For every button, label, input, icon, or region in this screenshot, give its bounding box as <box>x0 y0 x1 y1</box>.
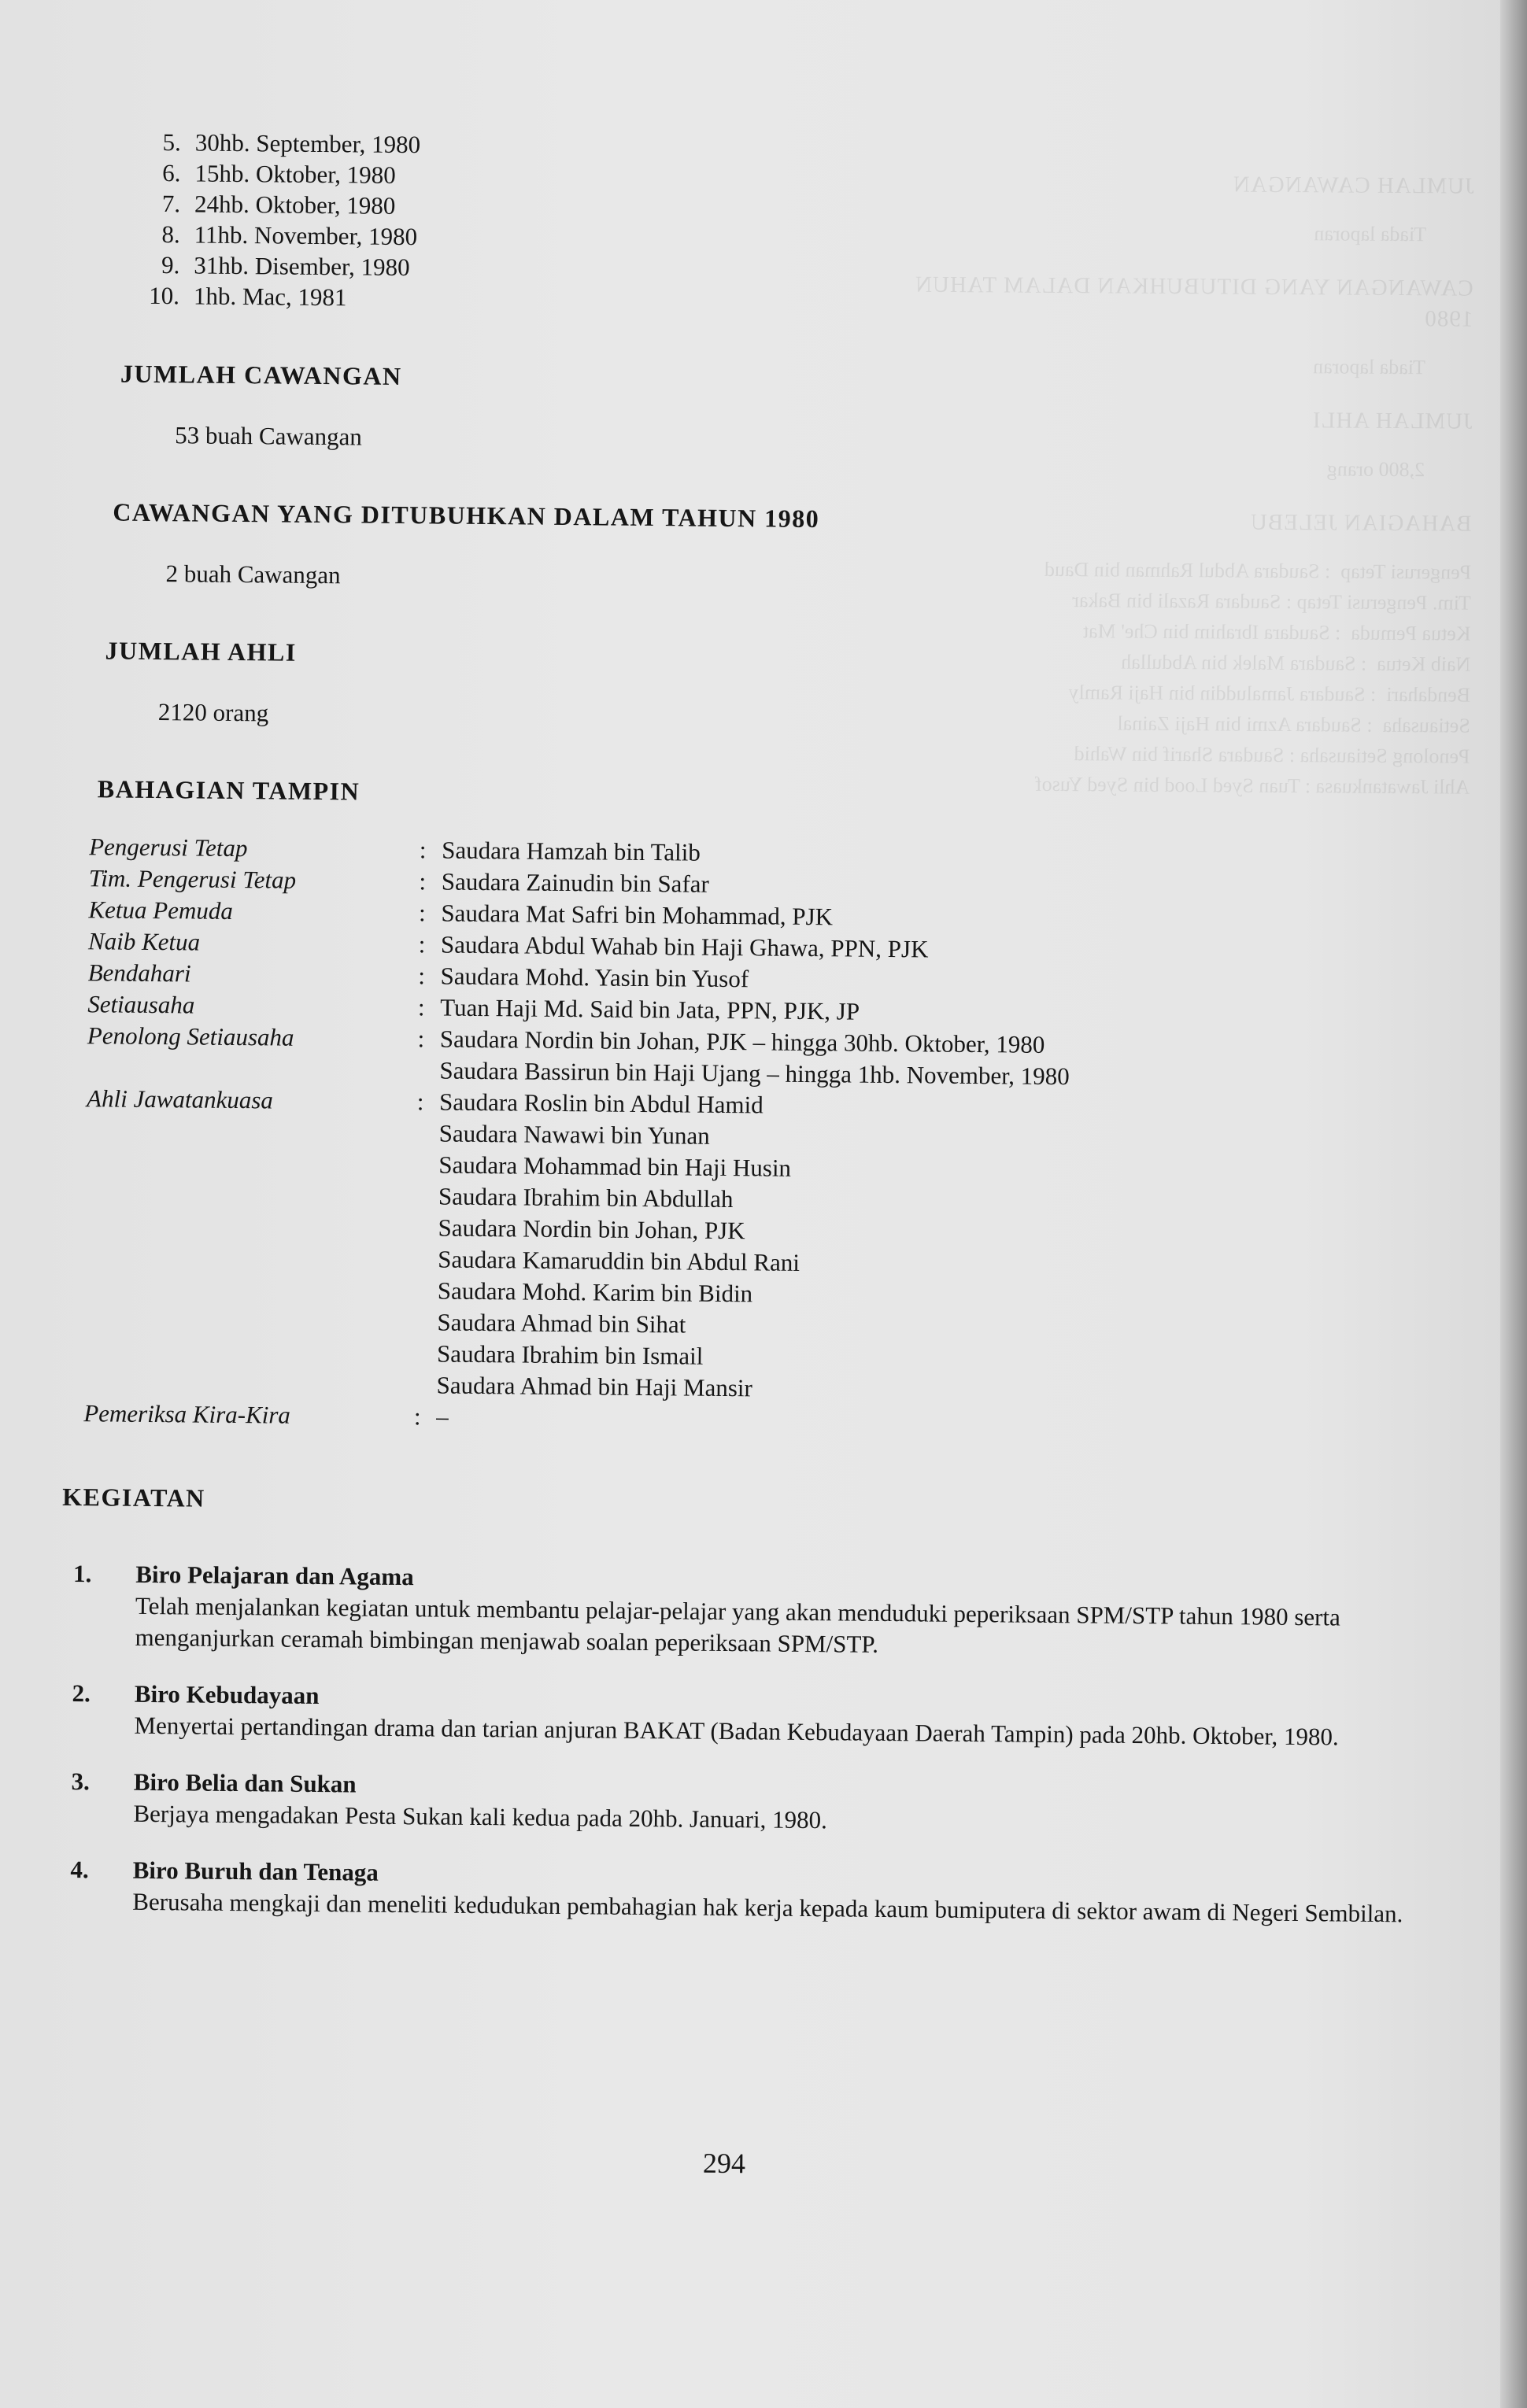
committee-list <box>83 831 1422 1442</box>
page-edge-shadow <box>1500 0 1527 2408</box>
list-number: 7. <box>161 190 181 218</box>
kegiatan-heading: KEGIATAN <box>62 1482 205 1512</box>
committee-role: Bendahari <box>87 958 191 988</box>
jumlah-ahli-value: 2120 orang <box>157 698 269 727</box>
colon-separator: : <box>418 930 426 958</box>
date-text: 31hb. Disember, 1980 <box>194 251 410 282</box>
bahagian-tampin-heading: BAHAGIAN TAMPIN <box>97 774 360 806</box>
date-text: 30hb. September, 1980 <box>194 128 421 159</box>
colon-separator: : <box>419 867 427 896</box>
committee-names <box>436 1086 1420 1410</box>
activity-body <box>134 1679 1414 1754</box>
activity-title: Biro Kebudayaan <box>134 1679 320 1710</box>
member-name: Saudara Bassirun bin Haji Ujang – hingga 1hb. November, 1980 <box>439 1056 1070 1091</box>
activity-title: Biro Pelajaran dan Agama <box>135 1560 414 1591</box>
member-name: Saudara Mohammad bin Haji Husin <box>438 1150 792 1182</box>
list-number: 10. <box>149 281 180 310</box>
member-name: Saudara Ahmad bin Sihat <box>437 1308 686 1339</box>
list-number: 8. <box>161 220 180 249</box>
activity-title: Biro Buruh dan Tenaga <box>132 1856 379 1886</box>
member-name: Saudara Zainudin bin Safar <box>441 867 709 898</box>
committee-role: Penolong Setiausaha <box>87 1021 294 1051</box>
committee-role: Ahli Jawatankuasa <box>86 1084 274 1114</box>
committee-role: Tim. Pengerusi Tetap <box>88 864 297 894</box>
committee-role: Ketua Pemuda <box>88 896 233 925</box>
date-text: 11hb. November, 1980 <box>194 220 418 251</box>
committee-role: Naib Ketua <box>87 927 201 956</box>
member-name: Saudara Ahmad bin Haji Mansir <box>436 1371 753 1402</box>
meeting-dates-list <box>129 127 1429 323</box>
member-name: Saudara Kamaruddin bin Abdul Rani <box>438 1245 800 1276</box>
committee-role: Setiausaha <box>87 990 195 1019</box>
colon-separator: : <box>417 1025 425 1053</box>
date-text: 15hb. Oktober, 1980 <box>194 159 396 189</box>
member-name: Saudara Roslin bin Abdul Hamid <box>438 1088 764 1119</box>
colon-separator: : <box>418 962 426 990</box>
date-text: 24hb. Oktober, 1980 <box>194 190 396 220</box>
jumlah-cawangan-value: 53 buah Cawangan <box>175 421 363 451</box>
activity-number: 3. <box>71 1767 90 1796</box>
activity-text: Telah menjalankan kegiatan untuk membantu pelajar-pelajar yang akan menduduki peperiksaan SPM/STP tahun 1980 serta menganjurkan ceramah bimbingan menjawab soalan peperiksaan SPM/STP. <box>135 1591 1341 1658</box>
activities-list <box>58 1558 1415 1930</box>
member-name: Saudara Mohd. Karim bin Bidin <box>437 1276 753 1308</box>
activity-number: 2. <box>72 1679 91 1708</box>
member-name: – <box>436 1402 449 1431</box>
page-number: 294 <box>702 2147 746 2180</box>
member-name: Saudara Hamzah bin Talib <box>442 836 701 866</box>
activity-text: Berusaha mengkaji dan meneliti kedudukan pembahagian hak kerja kepada kaum bumiputera di sektor awam di Negeri Sembilan. <box>132 1887 1403 1928</box>
activity-body <box>135 1559 1415 1666</box>
list-number: 6. <box>162 159 181 187</box>
activity-title: Biro Belia dan Sukan <box>133 1767 357 1798</box>
colon-separator: : <box>416 1088 424 1116</box>
member-name: Saudara Abdul Wahab bin Haji Ghawa, PPN, PJK <box>440 930 929 963</box>
member-name: Saudara Nordin bin Johan, PJK – hingga 30hb. Oktober, 1980 <box>439 1025 1045 1058</box>
cawangan-ditubuhkan-heading: CAWANGAN YANG DITUBUHKAN DALAM TAHUN 1980 <box>113 497 820 534</box>
activity-body <box>132 1855 1413 1930</box>
member-name: Saudara Ibrahim bin Ismail <box>436 1339 704 1370</box>
colon-separator: : <box>413 1402 421 1431</box>
date-text: 1hb. Mac, 1981 <box>193 282 347 312</box>
activity-number: 4. <box>70 1856 89 1884</box>
colon-separator: : <box>419 836 427 864</box>
list-number: 9. <box>161 251 180 279</box>
activity-number: 1. <box>72 1560 92 1588</box>
colon-separator: : <box>418 899 426 927</box>
page-content <box>58 126 1429 1955</box>
member-name: Saudara Nordin bin Johan, PJK <box>438 1213 745 1245</box>
committee-role: Pengerusi Tetap <box>89 833 248 862</box>
activity-text: Berjaya mengadakan Pesta Sukan kali kedua pada 20hb. Januari, 1980. <box>133 1799 828 1834</box>
committee-row <box>83 1083 1420 1410</box>
activity-text: Menyertai pertandingan drama dan tarian anjuran BAKAT (Badan Kebudayaan Daerah Tampin) pada 20hb. Oktober, 1980. <box>134 1711 1339 1751</box>
member-name: Saudara Mohd. Yasin bin Yusof <box>440 962 749 993</box>
colon-separator: : <box>417 993 425 1021</box>
activity-item <box>59 1766 1414 1842</box>
bleed-through-text: JUMLAH CAWANGAN Tiada laporan CAWANGAN YANG DITUBUHKAN DALAM TAHUN 1980 Tiada laporan JUMLAH AHLI 2,800 orang BAHAGIAN JELEBU Pengerusi Tetap : Saudara Abdul Rahman bin Daud Tim. Pengerusi Tetap : Saudara Razali bin Bakar Ketua Pemuda : Saudara Ibrahim bin Che' Mat Naib Ketua : Saudara Malek bin Abdullah Bendahari : Saudara Jamaluddin bin Haji Ramly Setiausaha : Saudara Azmi bin Haji Zainal Penolong Setiausaha : Saudara Sharif bin Wahid Ahli Jawatankuasa : Tuan Syed Lood bin Syed Yusof <box>914 172 1474 799</box>
activity-item <box>60 1678 1414 1754</box>
activity-body <box>133 1767 1414 1842</box>
member-name: Saudara Mat Safri bin Mohammad, PJK <box>441 899 834 931</box>
member-name: Saudara Nawawi bin Yunan <box>438 1119 710 1150</box>
member-name: Tuan Haji Md. Said bin Jata, PPN, PJK, JP <box>440 993 860 1025</box>
cawangan-ditubuhkan-value: 2 buah Cawangan <box>165 560 341 589</box>
activity-item <box>61 1558 1415 1666</box>
list-number: 5. <box>162 128 181 157</box>
committee-role: Pemeriksa Kira-Kira <box>83 1399 291 1429</box>
jumlah-cawangan-heading: JUMLAH CAWANGAN <box>120 359 402 390</box>
committee-names <box>439 1023 1421 1095</box>
activity-item <box>58 1854 1413 1930</box>
member-name: Saudara Ibrahim bin Abdullah <box>438 1182 734 1213</box>
jumlah-ahli-heading: JUMLAH AHLI <box>105 636 297 667</box>
